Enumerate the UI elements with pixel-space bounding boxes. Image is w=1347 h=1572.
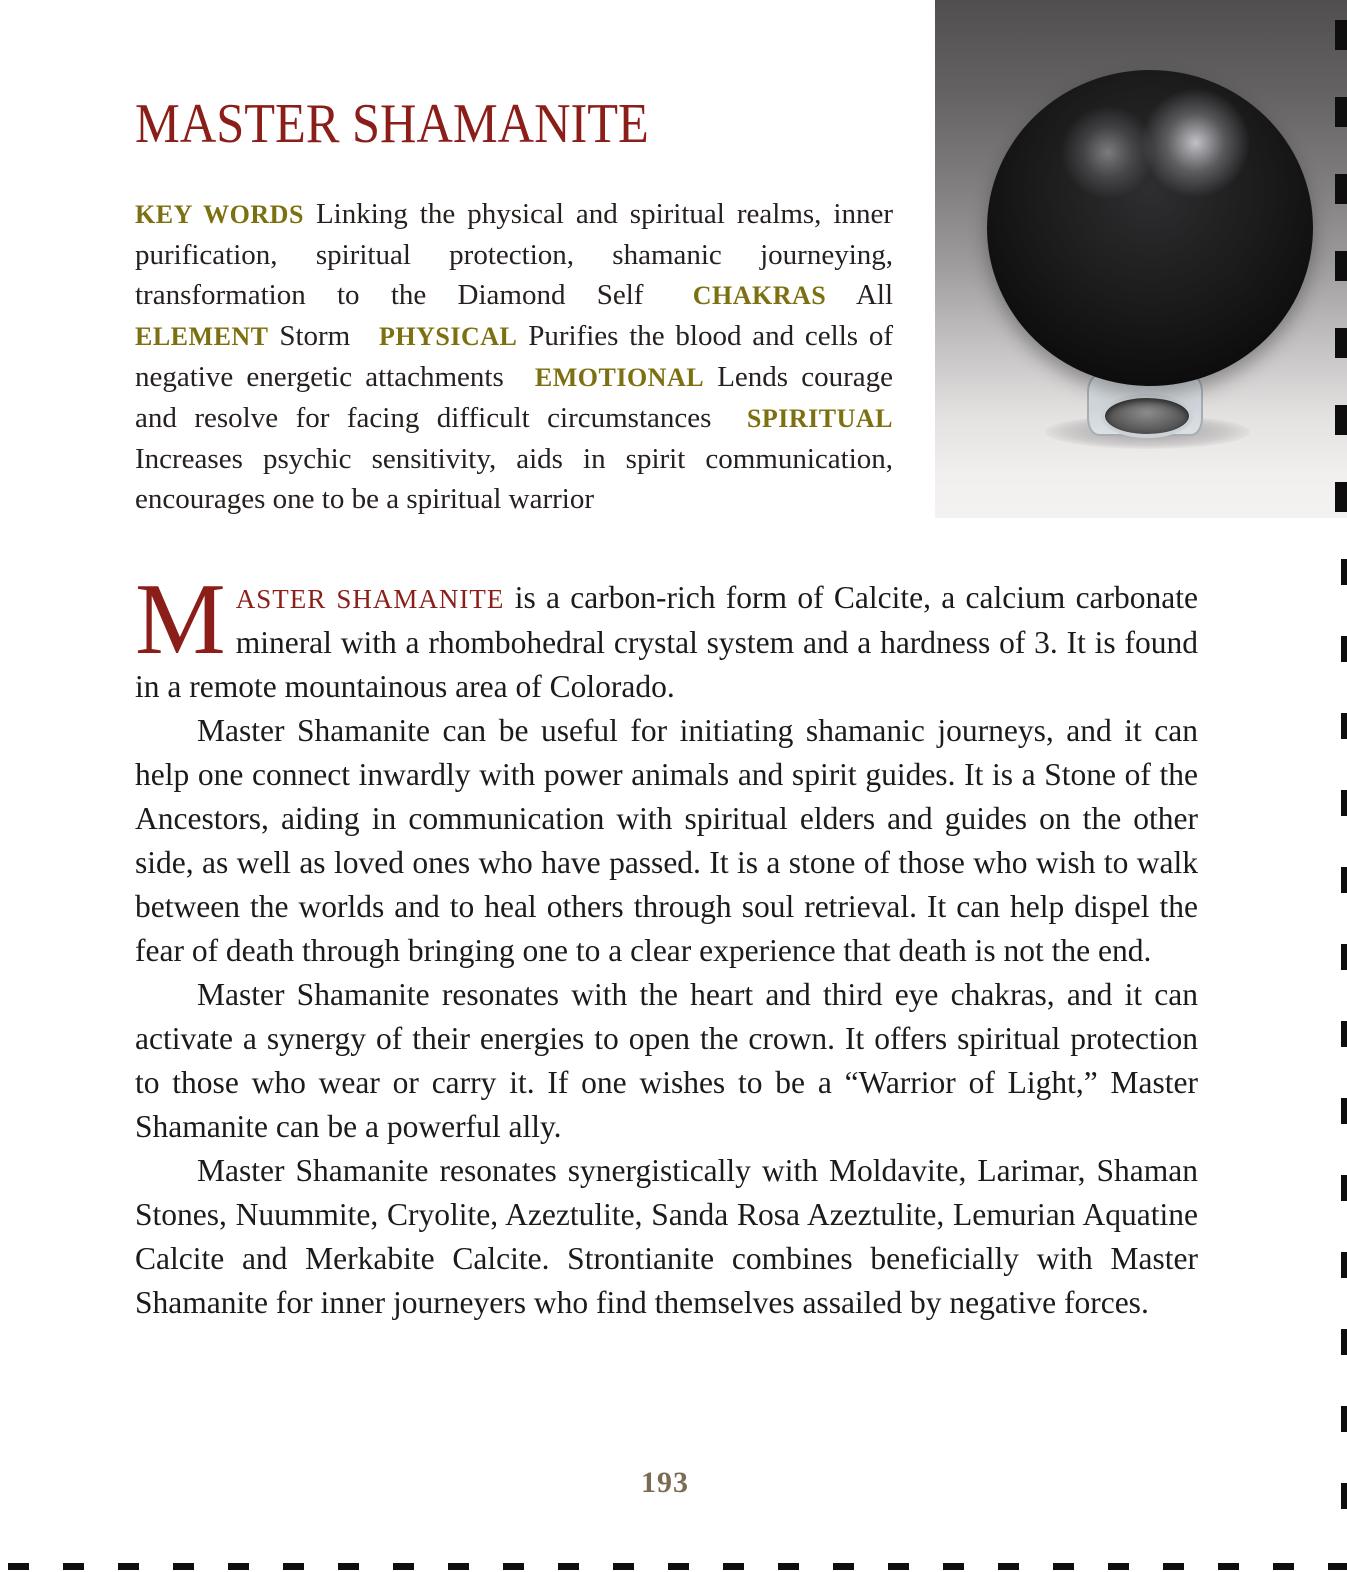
- paragraph-1: [135, 563, 1198, 709]
- property-text: Purifies the blood and cells of negative energetic attachments: [135, 320, 894, 393]
- paragraph-2: Master Shamanite can be useful for initiating shamanic journeys, and it can help one connect inwardly with power animals and spirit guides. It is a Stone of the Ancestors, aiding in communication with spiritual elders and guides on the other side, as well as loved ones who have passed. It is a stone of those who wish to walk between the worlds and to heal others through soul retrieval. It can help dispel the fear of death through bringing one to a clear experience that death is not the end.: [135, 713, 1198, 968]
- property-text: Lends courage and resolve for facing difficult circumstances: [135, 361, 893, 434]
- property-label: ELEMENT: [135, 322, 269, 351]
- drop-cap: M: [135, 563, 226, 676]
- property-label: EMOTIONAL: [534, 363, 705, 392]
- page-title: MASTER SHAMANITE: [135, 93, 649, 155]
- property-chakras: [693, 279, 893, 311]
- segment-gap: [350, 320, 379, 352]
- property-label: CHAKRAS: [692, 281, 827, 310]
- property-label: PHYSICAL: [379, 322, 518, 351]
- property-text: Increases psychic sensitivity, aids in spirit communication, encourages one to be a spiritual warrior: [135, 443, 893, 515]
- segment-gap: [504, 361, 535, 393]
- black-sphere: [987, 70, 1313, 386]
- paragraph-1-text: is a carbon-rich form of Calcite, a calcium carbonate mineral with a rhombohedral crystal system and a hardness of 3. It is found in a remote mountainous area of Colorado.: [135, 580, 1198, 704]
- acrylic-stand-opening: [1101, 394, 1193, 438]
- segment-gap: [643, 279, 692, 311]
- right-edge-marks: [1341, 20, 1347, 1520]
- property-text: Linking the physical and spiritual realms, inner purification, spiritual protection, shamanic journeying, transformation to the Diamond Self: [135, 198, 894, 311]
- paragraph-3: Master Shamanite resonates with the heart and third eye chakras, and it can activate a synergy of their energies to open the crown. It offers spiritual protection to those who wear or carry it. If one wishes to be a “Warrior of Light,” Master Shamanite can be a powerful ally.: [135, 977, 1198, 1144]
- property-text: All: [855, 279, 894, 311]
- bottom-edge-marks: [8, 1563, 1347, 1570]
- segment-gap: [711, 402, 746, 434]
- properties-block: [135, 194, 893, 519]
- body-text: [135, 563, 1198, 1325]
- paragraph-4: Master Shamanite resonates synergistically with Moldavite, Larimar, Shaman Stones, Nuummite, Cryolite, Azeztulite, Sanda Rosa Azeztulite, Lemurian Aquatine Calcite and Merkabite Calcite. Strontianite combines beneficially with Master Shamanite for inner journeyers who find themselves assailed by negative forces.: [135, 1153, 1198, 1320]
- property-label: KEY WORDS: [135, 200, 304, 229]
- lead-small-caps: ASTER SHAMANITE: [235, 584, 505, 614]
- page-number: 193: [641, 1466, 689, 1499]
- property-element: [135, 320, 350, 352]
- stone-photo: [935, 0, 1347, 518]
- property-text: Storm: [279, 320, 351, 352]
- property-label: SPIRITUAL: [746, 404, 893, 433]
